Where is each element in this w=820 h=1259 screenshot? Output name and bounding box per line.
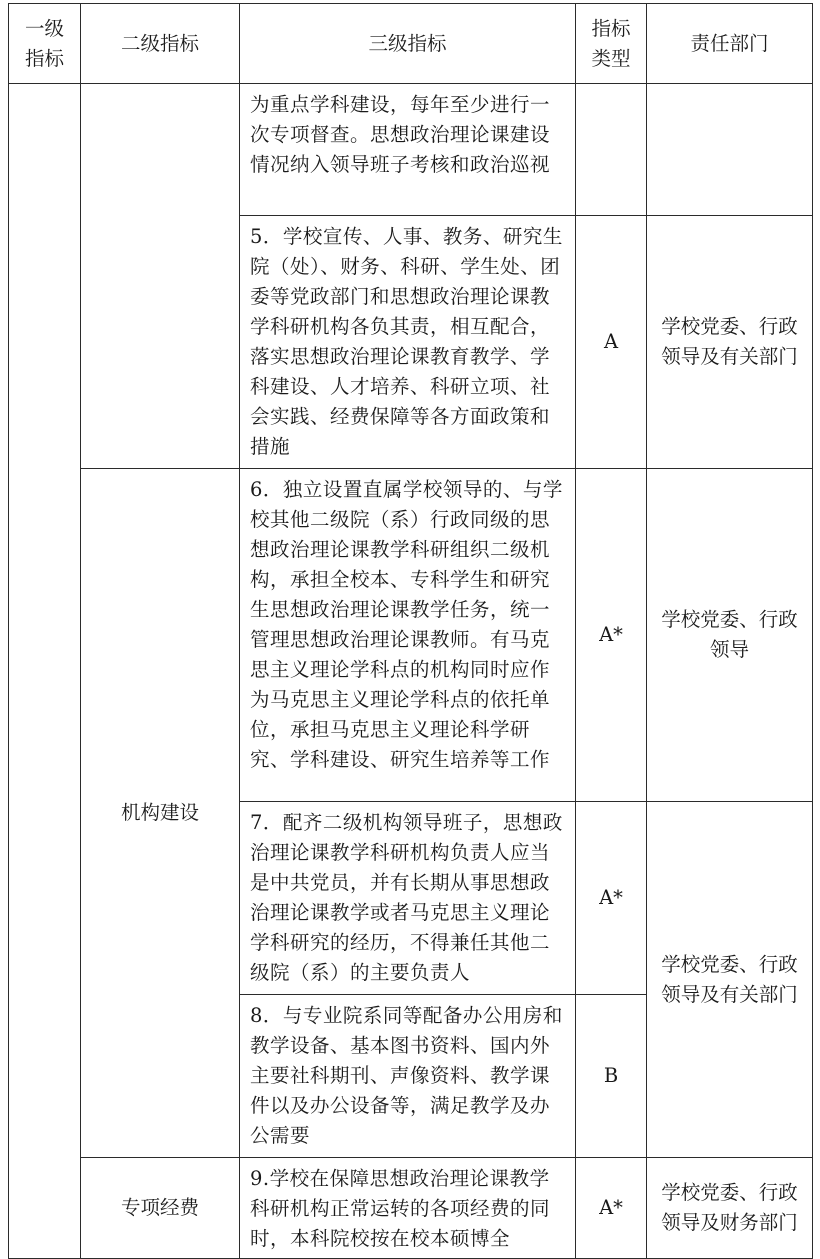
level3-cell: 为重点学科建设，每年至少进行一次专项督查。思想政治理论课建设情况纳入领导班子考核和政治巡视 <box>240 84 576 216</box>
level3-cell: 7．配齐二级机构领导班子，思想政治理论课教学科研机构负责人应当是中共党员，并有长期从事思想政治理论课教学或者马克思主义理论学科研究的经历，不得兼任其他二级院（系）的主要负责人 <box>240 802 576 995</box>
type-cell: A* <box>576 802 647 995</box>
level2-cell-empty <box>81 84 240 469</box>
type-cell <box>576 84 647 216</box>
header-type: 指标 类型 <box>576 4 647 84</box>
dept-cell: 学校党委、行政领导及有关部门 <box>647 216 813 469</box>
header-level3: 三级指标 <box>240 4 576 84</box>
type-cell: A* <box>576 469 647 802</box>
dept-cell: 学校党委、行政领导及财务部门 <box>647 1158 813 1259</box>
level3-cell: 9.学校在保障思想政治理论课教学科研机构正常运转的各项经费的同时，本科院校按在校本硕博全 <box>240 1158 576 1259</box>
level1-cell-empty <box>9 84 81 1259</box>
dept-cell <box>647 84 813 216</box>
table-row <box>9 84 813 216</box>
table-row <box>9 1158 813 1259</box>
header-level1: 一级 指标 <box>9 4 81 84</box>
table-row <box>9 469 813 802</box>
level3-cell: 6．独立设置直属学校领导的、与学校其他二级院（系）行政同级的思想政治理论课教学科研组织二级机构，承担全校本、专科学生和研究生思想政治理论课教学任务，统一管理思想政治理论课教师。有马克思主义理论学科点的机构同时应作为马克思主义理论学科点的依托单位，承担马克思主义理论科学研究、学科建设、研究生培养等工作 <box>240 469 576 802</box>
level2-cell-jigou: 机构建设 <box>81 469 240 1158</box>
indicator-table <box>8 3 813 1259</box>
header-dept: 责任部门 <box>647 4 813 84</box>
dept-cell-merged: 学校党委、行政领导及有关部门 <box>647 802 813 1158</box>
level3-cell: 5．学校宣传、人事、教务、研究生院（处）、财务、科研、学生处、团委等党政部门和思想政治理论课教学科研机构各负其责，相互配合，落实思想政治理论课教育教学、学科建设、人才培养、科研立项、社会实践、经费保障等各方面政策和措施 <box>240 216 576 469</box>
type-cell: B <box>576 995 647 1158</box>
level2-cell-jingfei: 专项经费 <box>81 1158 240 1259</box>
header-level2: 二级指标 <box>81 4 240 84</box>
header-row <box>9 4 813 84</box>
type-cell: A* <box>576 1158 647 1259</box>
type-cell: A <box>576 216 647 469</box>
dept-cell: 学校党委、行政领导 <box>647 469 813 802</box>
level3-cell: 8．与专业院系同等配备办公用房和教学设备、基本图书资料、国内外主要社科期刊、声像资料、教学课件以及办公设备等，满足教学及办公需要 <box>240 995 576 1158</box>
